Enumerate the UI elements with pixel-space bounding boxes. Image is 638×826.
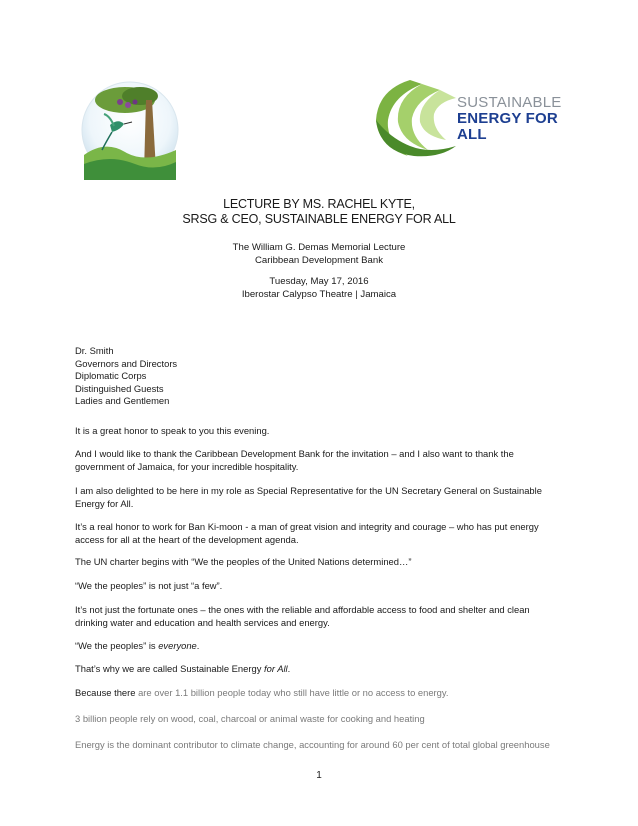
event-venue: Iberostar Calypso Theatre | Jamaica	[241, 288, 397, 300]
salutation-item: Dr. Smith	[75, 345, 114, 356]
paragraph	[75, 663, 565, 676]
text-run: That’s why we are called Sustainable Energy	[75, 663, 264, 675]
salutation-item: Diplomatic Corps	[75, 370, 147, 381]
event-subtitle	[0, 242, 638, 267]
paragraph: I am also delighted to be here in my role as Special Representative for the UN Secretary General on Sustainable Energy for All.	[75, 485, 542, 509]
text-run: are over 1.1 billion people today who still have little or no access to energy.	[135, 687, 449, 699]
swoosh-icon	[370, 76, 460, 158]
emphasis-text: for All	[264, 663, 288, 675]
title-line-1: LECTURE BY MS. RACHEL KYTE,	[223, 197, 415, 211]
paragraph: 3 billion people rely on wood, coal, charcoal or animal waste for cooking and heating	[75, 713, 425, 725]
title-line-2: SRSG & CEO, SUSTAINABLE ENERGY FOR ALL	[182, 211, 456, 226]
paragraph	[75, 640, 565, 653]
salutation-item: Ladies and Gentlemen	[75, 395, 170, 406]
event-line-2: Caribbean Development Bank	[255, 254, 383, 266]
sustainable-energy-for-all-logo	[370, 76, 560, 158]
paragraph: And I would like to thank the Caribbean Development Bank for the invitation – and I also want to thank the government of Jamaica, for your incredible hospitality.	[75, 448, 514, 472]
date-venue	[0, 276, 638, 301]
text-run: “We the peoples” is	[75, 640, 159, 652]
paragraph	[75, 687, 565, 700]
text-run: Because there	[75, 687, 136, 699]
salutation-item: Distinguished Guests	[75, 382, 164, 394]
paragraph: Energy is the dominant contributor to climate change, accounting for around 60 per cent of total global greenhouse	[75, 739, 550, 751]
brand-line-1: SUSTAINABLE	[457, 94, 562, 111]
text-run: .	[196, 640, 200, 652]
salutation-item: Governors and Directors	[75, 357, 178, 369]
event-line-1: The William G. Demas Memorial Lecture	[232, 242, 406, 253]
brand-wordmark	[457, 95, 561, 143]
paragraph: It’s a real honor to work for Ban Ki-moon - a man of great vision and integrity and courage – who has put energy access for all at the heart of the development agenda.	[75, 521, 539, 545]
caribbean-emblem-logo	[80, 80, 180, 180]
paragraph: “We the peoples” is not just “a few”.	[75, 580, 223, 592]
page-number: 1	[316, 770, 322, 781]
brand-line-2: ENERGY FOR ALL	[457, 110, 558, 143]
paragraph: It is a great honor to speak to you this evening.	[75, 425, 270, 437]
paragraph-un-charter: The UN charter begins with “We the peoples of the United Nations determined…”	[75, 556, 412, 568]
event-date: Tuesday, May 17, 2016	[269, 276, 369, 287]
text-run: .	[287, 663, 291, 675]
lecture-title	[0, 197, 638, 226]
emphasis-text: everyone	[158, 640, 197, 652]
paragraph: It’s not just the fortunate ones – the ones with the reliable and affordable access to food and shelter and clean drinking water and education and health services and energy.	[75, 604, 530, 628]
salutations-list	[75, 345, 565, 408]
